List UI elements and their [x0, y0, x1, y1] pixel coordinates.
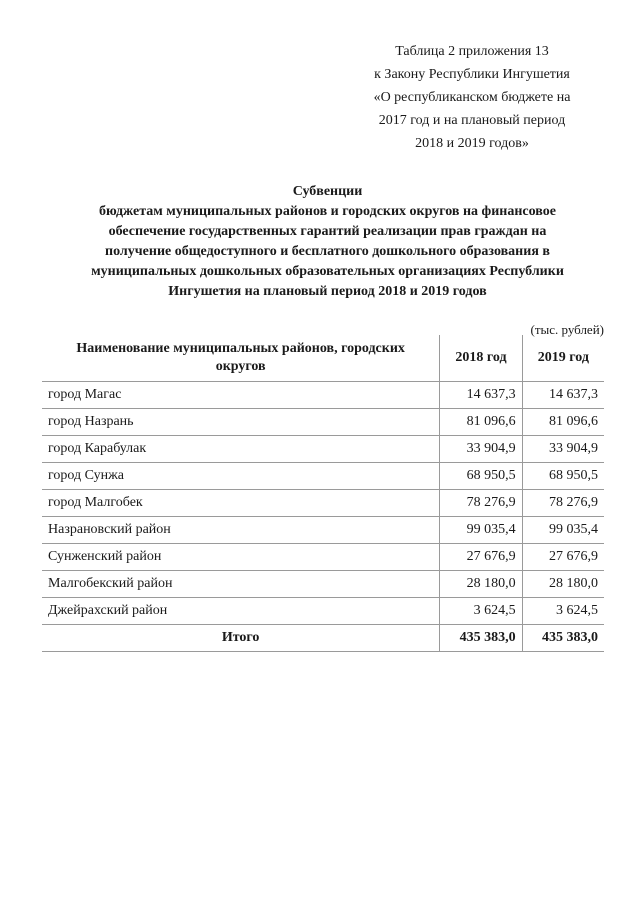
row-value-2019: 81 096,6 [522, 409, 604, 436]
table-total-row [42, 625, 604, 652]
row-value-2019: 14 637,3 [522, 382, 604, 409]
appendix-line: 2018 и 2019 годов» [415, 136, 529, 151]
heading-line: Ингушетия на плановый период 2018 и 2019 годов [168, 284, 487, 299]
units-label: (тыс. рублей) [530, 322, 604, 337]
appendix-reference [352, 40, 592, 155]
table-row [42, 463, 604, 490]
document-heading [50, 182, 605, 302]
row-name: город Малгобек [42, 490, 440, 517]
row-value-2019: 3 624,5 [522, 598, 604, 625]
appendix-line: Таблица 2 приложения 13 [395, 44, 549, 59]
row-name: город Назрань [42, 409, 440, 436]
table-row [42, 571, 604, 598]
table-row [42, 409, 604, 436]
row-name: Джейрахский район [42, 598, 440, 625]
row-value-2018: 68 950,5 [440, 463, 522, 490]
total-value-2018: 435 383,0 [440, 625, 522, 652]
row-value-2018: 81 096,6 [440, 409, 522, 436]
row-value-2018: 14 637,3 [440, 382, 522, 409]
row-name: город Магас [42, 382, 440, 409]
row-value-2019: 27 676,9 [522, 544, 604, 571]
table-row [42, 517, 604, 544]
table-header-row [42, 335, 604, 382]
row-name: город Карабулак [42, 436, 440, 463]
row-name: Малгобекский район [42, 571, 440, 598]
row-name: Сунженский район [42, 544, 440, 571]
row-value-2018: 33 904,9 [440, 436, 522, 463]
heading-line: получение общедоступного и бесплатного дошкольного образования в [105, 244, 550, 259]
total-label: Итого [42, 625, 440, 652]
row-value-2019: 28 180,0 [522, 571, 604, 598]
row-value-2018: 3 624,5 [440, 598, 522, 625]
row-value-2018: 27 676,9 [440, 544, 522, 571]
table-row [42, 598, 604, 625]
appendix-line: к Закону Республики Ингушетия [374, 67, 570, 82]
table-row [42, 544, 604, 571]
row-value-2019: 68 950,5 [522, 463, 604, 490]
row-value-2018: 78 276,9 [440, 490, 522, 517]
header-name-line1: Наименование муниципальных районов, городских [76, 341, 405, 356]
subventions-table [42, 335, 604, 652]
row-value-2019: 99 035,4 [522, 517, 604, 544]
row-value-2018: 99 035,4 [440, 517, 522, 544]
header-2018: 2018 год [440, 335, 522, 382]
header-name [42, 335, 440, 382]
heading-line: муниципальных дошкольных образовательных организациях Республики [91, 264, 564, 279]
heading-title: Субвенции [292, 184, 363, 199]
heading-line: бюджетам муниципальных районов и городских округов на финансовое [99, 204, 556, 219]
row-value-2019: 78 276,9 [522, 490, 604, 517]
table-row [42, 382, 604, 409]
total-value-2019: 435 383,0 [522, 625, 604, 652]
header-2019: 2019 год [522, 335, 604, 382]
heading-line: обеспечение государственных гарантий реализации прав граждан на [108, 224, 547, 239]
row-name: Назрановский район [42, 517, 440, 544]
row-value-2018: 28 180,0 [440, 571, 522, 598]
table-row [42, 436, 604, 463]
row-value-2019: 33 904,9 [522, 436, 604, 463]
header-name-line2: округов [215, 359, 266, 374]
row-name: город Сунжа [42, 463, 440, 490]
appendix-line: «О республиканском бюджете на [373, 90, 571, 105]
appendix-line: 2017 год и на плановый период [378, 113, 566, 128]
table-row [42, 490, 604, 517]
